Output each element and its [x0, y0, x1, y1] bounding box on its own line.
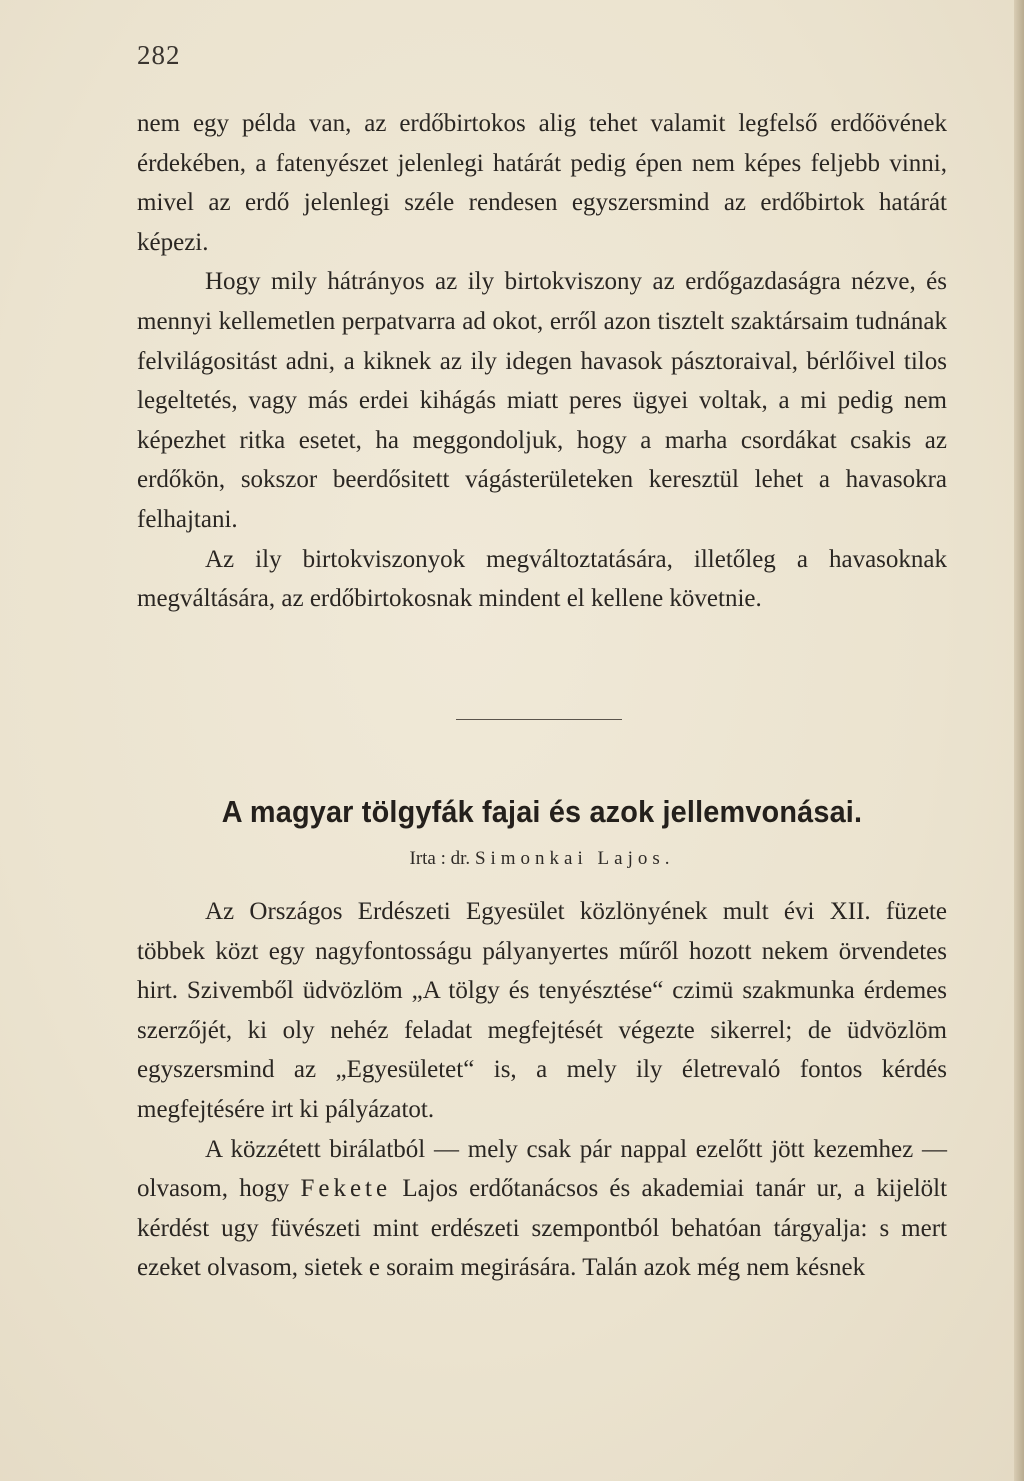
article-paragraph-2 [137, 1130, 947, 1288]
spaced-name-fekete: Fekete [300, 1175, 392, 1203]
intro-paragraph-3: Az ily birtokviszonyok megváltoztatására, illetőleg a havasoknak megváltására, az erdőbirtokosnak mindent el kellene követnie. [137, 545, 947, 613]
page-number: 282 [137, 40, 181, 70]
article-body [137, 892, 947, 1288]
article-paragraph-2-end: Lajos erdőtanácsos és akademiai tanár ur, a kijelölt kérdést ugy füvészeti mint erdészeti szempontból behatóan tárgyalja: s mert ezeket olvasom, sietek e soraim megirására. Talán azok még nem késnek [137, 1175, 948, 1282]
article-title: A magyar tölgyfák fajai és azok jellemvonásai. [221, 794, 863, 829]
byline-prefix: Irta : dr. [409, 848, 471, 869]
intro-paragraph-2: Hogy mily hátrányos az ily birtokviszony az erdőgazdaságra nézve, és mennyi kellemetlen perpatvarra ad okot, erről azon tisztelt szaktársaim tudnának felvilágositást adni, a kiknek az ily idegen havasok pásztoraival, bérlőivel tilos legeltetés, vagy más erdei kihágás miatt peres ügyei voltak, a mi pedig nem képezhet ritka esetet, ha meggondoljuk, hogy a marha csordákat csakis az erdőkön, sokszor beerdősitett vágásterületeken keresztül lehet a havasokra felhajtani. [137, 268, 947, 533]
article-paragraph-1: Az Országos Erdészeti Egyesület közlönyének mult évi XII. füzete többek közt egy nagyfontosságu pályanyertes műről hozott nekem örvendetes hirt. Szivemből üdvözlöm „A tölgy és tenyésztése“ czimü szakmunka érdemes szerzőjét, ki oly nehéz feladat megfejtését végezte sikerrel; de üdvözlöm egyszersmind az „Egyesületet“ is, a mely ily életrevaló fontos kérdés megfejtésére irt ki pályázatot. [137, 898, 947, 1123]
intro-paragraph-1: nem egy példa van, az erdőbirtokos alig tehet valamit legfelső erdőövének érdekében, a fatenyészet jelenlegi határát pedig épen nem képes feljebb vinni, mivel az erdő jelenlegi széle rendesen egyszersmind az erdőbirtok határát képezi. [137, 110, 947, 256]
article-paragraph-2-start: A közzétett birálatból — mely csak pár nappal ezelőtt jött kezemhez — olvasom, hogy [137, 1135, 947, 1203]
byline [137, 848, 947, 870]
intro-text-block [137, 104, 947, 619]
author-name: Simonkai Lajos. [474, 848, 675, 869]
page-edge-shadow [1014, 0, 1024, 1481]
section-divider [456, 719, 622, 720]
